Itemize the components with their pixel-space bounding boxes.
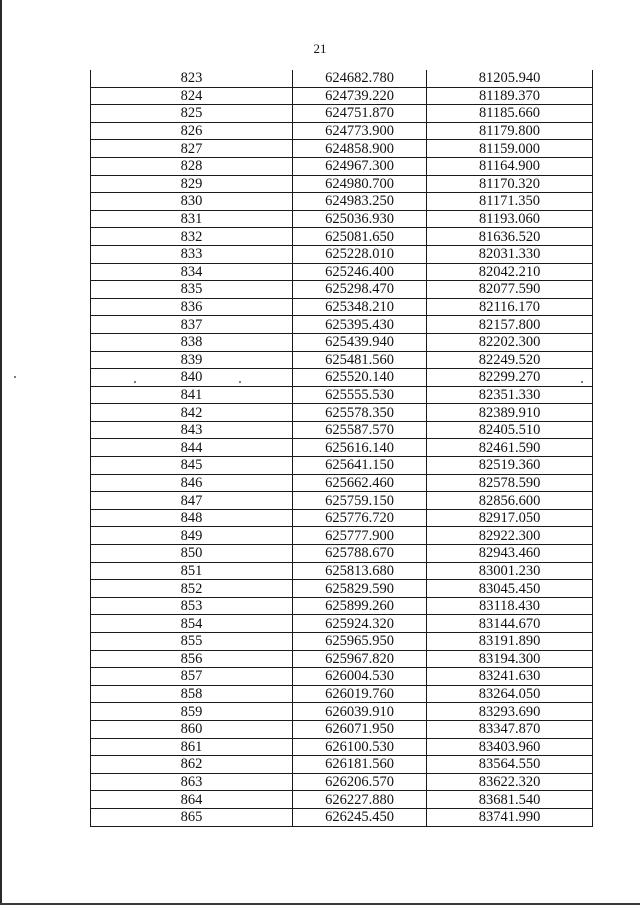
point-number-cell: 861 (91, 738, 293, 756)
y-coordinate-cell: 82077.590 (427, 281, 593, 299)
table-row (91, 369, 593, 387)
point-number-cell: 825 (91, 105, 293, 123)
point-number-cell: 843 (91, 421, 293, 439)
y-coordinate-cell: 82157.800 (427, 316, 593, 334)
y-coordinate-cell: 83347.870 (427, 720, 593, 738)
y-coordinate-cell: 83681.540 (427, 791, 593, 809)
y-coordinate-cell: 81185.660 (427, 105, 593, 123)
table-row (91, 386, 593, 404)
x-coordinate-cell: 624967.300 (293, 157, 427, 175)
table-row (91, 439, 593, 457)
point-number-cell: 844 (91, 439, 293, 457)
x-coordinate-cell: 625298.470 (293, 281, 427, 299)
x-coordinate-cell: 625036.930 (293, 210, 427, 228)
point-number-cell: 846 (91, 474, 293, 492)
table-row (91, 738, 593, 756)
x-coordinate-cell: 624980.700 (293, 175, 427, 193)
scan-binding-edge (0, 0, 2, 905)
x-coordinate-cell: 625965.950 (293, 633, 427, 651)
x-coordinate-cell: 625555.530 (293, 386, 427, 404)
x-coordinate-cell: 626039.910 (293, 703, 427, 721)
point-number-cell: 838 (91, 333, 293, 351)
y-coordinate-cell: 82042.210 (427, 263, 593, 281)
y-coordinate-cell: 81636.520 (427, 228, 593, 246)
x-coordinate-cell: 625967.820 (293, 650, 427, 668)
y-coordinate-cell: 82202.300 (427, 333, 593, 351)
x-coordinate-cell: 625829.590 (293, 580, 427, 598)
point-number-cell: 829 (91, 175, 293, 193)
point-number-cell: 835 (91, 281, 293, 299)
point-number-cell: 834 (91, 263, 293, 281)
point-number-cell: 849 (91, 527, 293, 545)
table-row (91, 457, 593, 475)
point-number-cell: 865 (91, 808, 293, 826)
table-row (91, 157, 593, 175)
y-coordinate-cell: 82917.050 (427, 509, 593, 527)
point-number-cell: 854 (91, 615, 293, 633)
x-coordinate-cell: 625228.010 (293, 245, 427, 263)
x-coordinate-cell: 624773.900 (293, 122, 427, 140)
point-number-cell: 839 (91, 351, 293, 369)
table-row (91, 404, 593, 422)
point-number-cell: 842 (91, 404, 293, 422)
table-row (91, 615, 593, 633)
point-number-cell: 864 (91, 791, 293, 809)
point-number-cell: 841 (91, 386, 293, 404)
x-coordinate-cell: 625578.350 (293, 404, 427, 422)
table-row (91, 791, 593, 809)
y-coordinate-cell: 81159.000 (427, 140, 593, 158)
point-number-cell: 828 (91, 157, 293, 175)
point-number-cell: 830 (91, 193, 293, 211)
x-coordinate-cell: 625616.140 (293, 439, 427, 457)
table-row (91, 70, 593, 87)
x-coordinate-cell: 625481.560 (293, 351, 427, 369)
table-row (91, 281, 593, 299)
y-coordinate-cell: 82116.170 (427, 298, 593, 316)
table-row (91, 105, 593, 123)
table-row (91, 316, 593, 334)
y-coordinate-cell: 83001.230 (427, 562, 593, 580)
x-coordinate-cell: 625439.940 (293, 333, 427, 351)
x-coordinate-cell: 626019.760 (293, 685, 427, 703)
table-row (91, 720, 593, 738)
table-row (91, 668, 593, 686)
y-coordinate-cell: 81189.370 (427, 87, 593, 105)
y-coordinate-cell: 82578.590 (427, 474, 593, 492)
point-number-cell: 845 (91, 457, 293, 475)
table-row (91, 756, 593, 774)
point-number-cell: 851 (91, 562, 293, 580)
point-number-cell: 859 (91, 703, 293, 721)
x-coordinate-cell: 624983.250 (293, 193, 427, 211)
y-coordinate-cell: 83264.050 (427, 685, 593, 703)
point-number-cell: 826 (91, 122, 293, 140)
table-row (91, 421, 593, 439)
x-coordinate-cell: 625395.430 (293, 316, 427, 334)
point-number-cell: 833 (91, 245, 293, 263)
point-number-cell: 850 (91, 545, 293, 563)
point-number-cell: 827 (91, 140, 293, 158)
point-number-cell: 836 (91, 298, 293, 316)
table-row (91, 87, 593, 105)
table-row (91, 122, 593, 140)
y-coordinate-cell: 82031.330 (427, 245, 593, 263)
y-coordinate-cell: 83241.630 (427, 668, 593, 686)
x-coordinate-cell: 626245.450 (293, 808, 427, 826)
table-row (91, 140, 593, 158)
y-coordinate-cell: 82405.510 (427, 421, 593, 439)
x-coordinate-cell: 626181.560 (293, 756, 427, 774)
y-coordinate-cell: 83293.690 (427, 703, 593, 721)
table-row (91, 263, 593, 281)
y-coordinate-cell: 83045.450 (427, 580, 593, 598)
table-row (91, 773, 593, 791)
x-coordinate-cell: 625788.670 (293, 545, 427, 563)
x-coordinate-cell: 625813.680 (293, 562, 427, 580)
y-coordinate-cell: 82461.590 (427, 439, 593, 457)
table-row (91, 175, 593, 193)
table-row (91, 228, 593, 246)
table-row (91, 245, 593, 263)
x-coordinate-cell: 625641.150 (293, 457, 427, 475)
y-coordinate-cell: 82299.270 (427, 369, 593, 387)
y-coordinate-cell: 83741.990 (427, 808, 593, 826)
table-row (91, 351, 593, 369)
point-number-cell: 823 (91, 70, 293, 87)
y-coordinate-cell: 81193.060 (427, 210, 593, 228)
table-row (91, 492, 593, 510)
coordinates-table-body (91, 70, 593, 826)
table-row (91, 298, 593, 316)
y-coordinate-cell: 82519.360 (427, 457, 593, 475)
table-row (91, 333, 593, 351)
y-coordinate-cell: 83622.320 (427, 773, 593, 791)
coordinates-table (90, 70, 593, 827)
x-coordinate-cell: 626100.530 (293, 738, 427, 756)
y-coordinate-cell: 83144.670 (427, 615, 593, 633)
y-coordinate-cell: 82249.520 (427, 351, 593, 369)
y-coordinate-cell: 82943.460 (427, 545, 593, 563)
table-row (91, 474, 593, 492)
x-coordinate-cell: 625899.260 (293, 597, 427, 615)
point-number-cell: 831 (91, 210, 293, 228)
x-coordinate-cell: 625777.900 (293, 527, 427, 545)
y-coordinate-cell: 81171.350 (427, 193, 593, 211)
point-number-cell: 837 (91, 316, 293, 334)
table-row (91, 527, 593, 545)
x-coordinate-cell: 625348.210 (293, 298, 427, 316)
x-coordinate-cell: 626206.570 (293, 773, 427, 791)
y-coordinate-cell: 82389.910 (427, 404, 593, 422)
table-row (91, 545, 593, 563)
x-coordinate-cell: 625776.720 (293, 509, 427, 527)
x-coordinate-cell: 625759.150 (293, 492, 427, 510)
point-number-cell: 863 (91, 773, 293, 791)
y-coordinate-cell: 82922.300 (427, 527, 593, 545)
x-coordinate-cell: 626227.880 (293, 791, 427, 809)
y-coordinate-cell: 81179.800 (427, 122, 593, 140)
point-number-cell: 862 (91, 756, 293, 774)
y-coordinate-cell: 83194.300 (427, 650, 593, 668)
scan-speck (14, 376, 16, 378)
page-number: 21 (313, 41, 327, 56)
table-row (91, 210, 593, 228)
y-coordinate-cell: 82856.600 (427, 492, 593, 510)
y-coordinate-cell: 81170.320 (427, 175, 593, 193)
y-coordinate-cell: 83564.550 (427, 756, 593, 774)
x-coordinate-cell: 625662.460 (293, 474, 427, 492)
point-number-cell: 853 (91, 597, 293, 615)
point-number-cell: 860 (91, 720, 293, 738)
x-coordinate-cell: 625520.140 (293, 369, 427, 387)
point-number-cell: 847 (91, 492, 293, 510)
table-row (91, 685, 593, 703)
point-number-cell: 848 (91, 509, 293, 527)
x-coordinate-cell: 625081.650 (293, 228, 427, 246)
x-coordinate-cell: 624739.220 (293, 87, 427, 105)
table-row (91, 580, 593, 598)
point-number-cell: 840 (91, 369, 293, 387)
table-row (91, 509, 593, 527)
table-row (91, 597, 593, 615)
y-coordinate-cell: 81164.900 (427, 157, 593, 175)
point-number-cell: 852 (91, 580, 293, 598)
x-coordinate-cell: 624751.870 (293, 105, 427, 123)
table-row (91, 650, 593, 668)
x-coordinate-cell: 626004.530 (293, 668, 427, 686)
x-coordinate-cell: 624682.780 (293, 70, 427, 87)
x-coordinate-cell: 624858.900 (293, 140, 427, 158)
point-number-cell: 856 (91, 650, 293, 668)
x-coordinate-cell: 625587.570 (293, 421, 427, 439)
table-row (91, 193, 593, 211)
table-row (91, 703, 593, 721)
point-number-cell: 855 (91, 633, 293, 651)
x-coordinate-cell: 625246.400 (293, 263, 427, 281)
point-number-cell: 858 (91, 685, 293, 703)
point-number-cell: 857 (91, 668, 293, 686)
table-row (91, 808, 593, 826)
y-coordinate-cell: 83191.890 (427, 633, 593, 651)
y-coordinate-cell: 83403.960 (427, 738, 593, 756)
point-number-cell: 832 (91, 228, 293, 246)
y-coordinate-cell: 83118.430 (427, 597, 593, 615)
point-number-cell: 824 (91, 87, 293, 105)
x-coordinate-cell: 625924.320 (293, 615, 427, 633)
y-coordinate-cell: 82351.330 (427, 386, 593, 404)
table-row (91, 633, 593, 651)
x-coordinate-cell: 626071.950 (293, 720, 427, 738)
y-coordinate-cell: 81205.940 (427, 70, 593, 87)
table-row (91, 562, 593, 580)
